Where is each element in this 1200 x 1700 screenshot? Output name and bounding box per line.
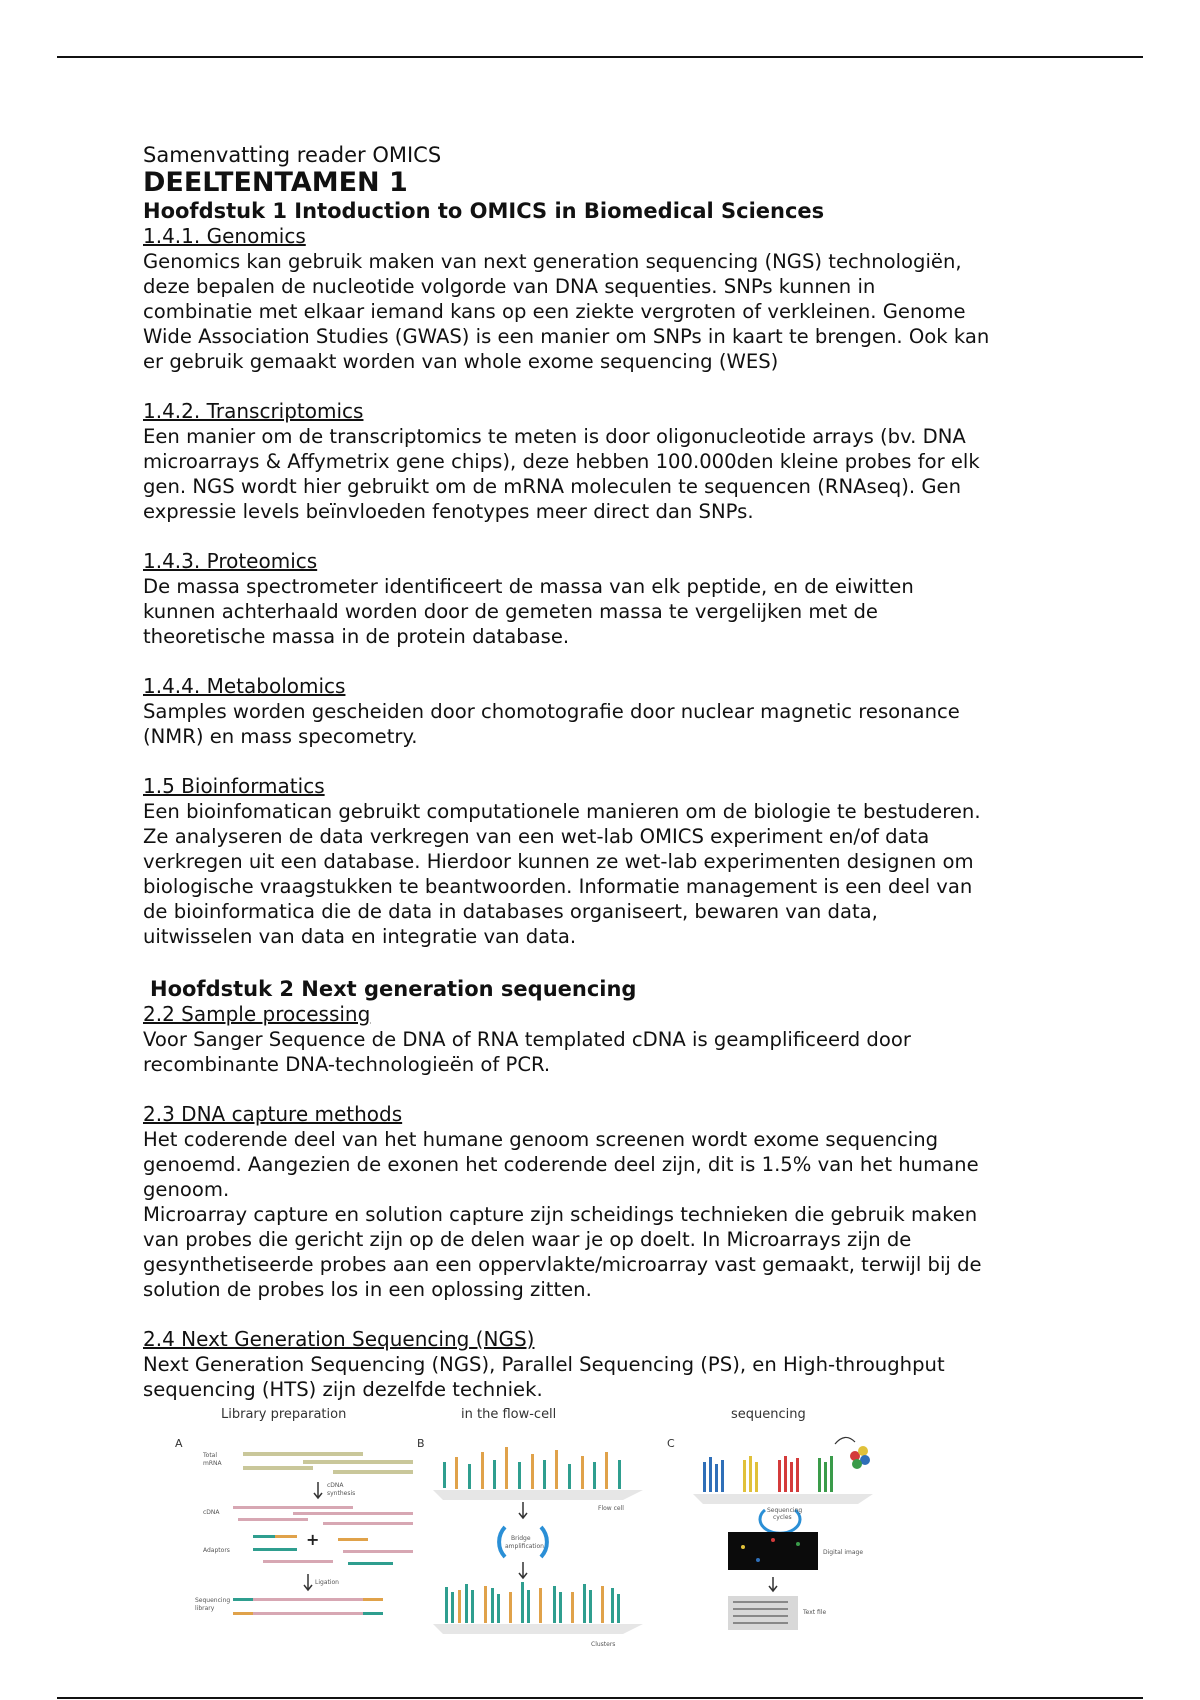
text-line: microarrays & Affymetrix gene chips), deze hebben 100.000den kleine probes for elk bbox=[143, 450, 980, 473]
svg-text:Sequencing: Sequencing bbox=[195, 1597, 231, 1604]
section-1-4-2-text bbox=[143, 424, 1083, 524]
svg-text:Sequencing: Sequencing bbox=[767, 1507, 803, 1514]
library-prep-diagram bbox=[195, 1452, 413, 1615]
text-line: Ze analyseren de data verkregen van een wet-lab OMICS experiment en/of data bbox=[143, 825, 930, 848]
svg-text:amplification: amplification bbox=[505, 1543, 544, 1550]
chapter-2-heading: Hoofdstuk 2 Next generation sequencing bbox=[150, 977, 637, 1001]
sequencing-diagram bbox=[693, 1437, 873, 1630]
chapter-1-heading: Hoofdstuk 1 Intoduction to OMICS in Biomedical Sciences bbox=[143, 199, 825, 223]
ngs-workflow-illustration bbox=[143, 1402, 943, 1652]
section-2-4-text bbox=[143, 1352, 1083, 1402]
document-subtitle: Samenvatting reader OMICS bbox=[143, 143, 442, 167]
section-1-4-1-text bbox=[143, 249, 1083, 374]
text-line: (NMR) en mass specometry. bbox=[143, 725, 418, 748]
text-line: De massa spectrometer identificeert de massa van elk peptide, en de eiwitten bbox=[143, 575, 914, 598]
text-line: verkregen uit een database. Hierdoor kunnen ze wet-lab experimenten designen om bbox=[143, 850, 974, 873]
section-1-4-2-heading: 1.4.2. Transcriptomics bbox=[143, 399, 364, 423]
section-2-4-heading: 2.4 Next Generation Sequencing (NGS) bbox=[143, 1327, 535, 1351]
svg-text:Adaptors: Adaptors bbox=[203, 1547, 230, 1554]
text-line: Een bioinfomatican gebruikt computationele manieren om de biologie te bestuderen. bbox=[143, 800, 981, 823]
svg-text:cDNA: cDNA bbox=[203, 1509, 220, 1516]
svg-text:Flow cell: Flow cell bbox=[598, 1505, 624, 1512]
svg-text:Text file: Text file bbox=[803, 1609, 827, 1616]
ngs-workflow-figure bbox=[143, 1402, 943, 1652]
panel-c-title: sequencing bbox=[731, 1407, 806, 1422]
section-1-4-1-heading: 1.4.1. Genomics bbox=[143, 224, 306, 248]
flow-cell-diagram bbox=[433, 1447, 643, 1648]
text-line: Voor Sanger Sequence de DNA of RNA templated cDNA is geamplificeerd door bbox=[143, 1028, 911, 1051]
text-line: deze bepalen de nucleotide volgorde van DNA sequenties. SNPs kunnen in bbox=[143, 275, 876, 298]
section-2-2-text bbox=[143, 1027, 1083, 1077]
svg-text:mRNA: mRNA bbox=[203, 1460, 222, 1467]
text-line: Microarray capture en solution capture zijn scheidings technieken die gebruik maken bbox=[143, 1203, 978, 1226]
text-line: Genomics kan gebruik maken van next generation sequencing (NGS) technologiën, bbox=[143, 250, 962, 273]
svg-text:cDNA: cDNA bbox=[327, 1482, 344, 1489]
section-1-4-4-heading: 1.4.4. Metabolomics bbox=[143, 674, 346, 698]
text-line: Het coderende deel van het humane genoom screenen wordt exome sequencing bbox=[143, 1128, 939, 1151]
section-2-3-text bbox=[143, 1127, 1083, 1302]
text-line: Samples worden gescheiden door chomotografie door nuclear magnetic resonance bbox=[143, 700, 960, 723]
text-line: uitwisselen van data en integratie van data. bbox=[143, 925, 577, 948]
section-1-4-3-text bbox=[143, 574, 1083, 649]
svg-text:Bridge: Bridge bbox=[511, 1535, 531, 1542]
text-line: er gebruik gemaakt worden van whole exome sequencing (WES) bbox=[143, 350, 779, 373]
panel-a-title: Library preparation bbox=[221, 1407, 347, 1422]
text-line: genoemd. Aangezien de exonen het coderende deel zijn, dit is 1.5% van het humane bbox=[143, 1153, 979, 1176]
text-line: sequencing (HTS) zijn dezelfde techniek. bbox=[143, 1378, 543, 1401]
panel-b-title: in the flow-cell bbox=[461, 1407, 557, 1422]
section-2-2-heading: 2.2 Sample processing bbox=[143, 1002, 371, 1026]
section-1-5-heading: 1.5 Bioinformatics bbox=[143, 774, 325, 798]
header-rule bbox=[57, 56, 1143, 58]
text-line: kunnen achterhaald worden door de gemeten massa te vergelijken met de bbox=[143, 600, 878, 623]
text-line: recombinante DNA-technologieën of PCR. bbox=[143, 1053, 551, 1076]
svg-text:cycles: cycles bbox=[773, 1514, 792, 1521]
text-line: theoretische massa in de protein database. bbox=[143, 625, 570, 648]
text-line: solution de probes los in een oplossing zitten. bbox=[143, 1278, 592, 1301]
svg-text:Total: Total bbox=[203, 1452, 218, 1459]
text-line: gen. NGS wordt hier gebruikt om de mRNA moleculen te sequencen (RNAseq). Gen bbox=[143, 475, 961, 498]
svg-text:Ligation: Ligation bbox=[315, 1579, 339, 1586]
document-title: DEELTENTAMEN 1 bbox=[143, 167, 408, 198]
panel-c-letter: C bbox=[667, 1437, 675, 1450]
svg-text:Clusters: Clusters bbox=[591, 1641, 616, 1648]
text-line: de bioinformatica die de data in databases organiseert, bewaren van data, bbox=[143, 900, 878, 923]
text-line: combinatie met elkaar iemand kans op een ziekte vergroten of verkleinen. Genome bbox=[143, 300, 966, 323]
footer-rule bbox=[57, 1697, 1143, 1699]
text-line: Een manier om de transcriptomics te meten is door oligonucleotide arrays (bv. DNA bbox=[143, 425, 966, 448]
text-line: gesynthetiseerde probes aan een oppervlakte/microarray vast gemaakt, terwijl bij de bbox=[143, 1253, 982, 1276]
panel-a-letter: A bbox=[175, 1437, 183, 1450]
text-line: biologische vraagstukken te beantwoorden. Informatie management is een deel van bbox=[143, 875, 973, 898]
panel-b-letter: B bbox=[417, 1437, 425, 1450]
section-1-4-3-heading: 1.4.3. Proteomics bbox=[143, 549, 318, 573]
text-line: Wide Association Studies (GWAS) is een manier om SNPs in kaart te brengen. Ook kan bbox=[143, 325, 990, 348]
text-line: expressie levels beïnvloeden fenotypes meer direct dan SNPs. bbox=[143, 500, 754, 523]
svg-text:Digital image: Digital image bbox=[823, 1549, 864, 1556]
text-line: Next Generation Sequencing (NGS), Parallel Sequencing (PS), en High-throughput bbox=[143, 1353, 945, 1376]
section-1-4-4-text bbox=[143, 699, 1083, 749]
plus-sign: + bbox=[306, 1530, 320, 1549]
text-line: genoom. bbox=[143, 1178, 230, 1201]
text-line: van probes die gericht zijn op de delen waar je op doelt. In Microarrays zijn de bbox=[143, 1228, 912, 1251]
svg-text:library: library bbox=[195, 1605, 215, 1612]
section-2-3-heading: 2.3 DNA capture methods bbox=[143, 1102, 403, 1126]
svg-text:synthesis: synthesis bbox=[327, 1490, 356, 1497]
section-1-5-text bbox=[143, 799, 1083, 949]
document-body bbox=[143, 142, 1083, 1652]
